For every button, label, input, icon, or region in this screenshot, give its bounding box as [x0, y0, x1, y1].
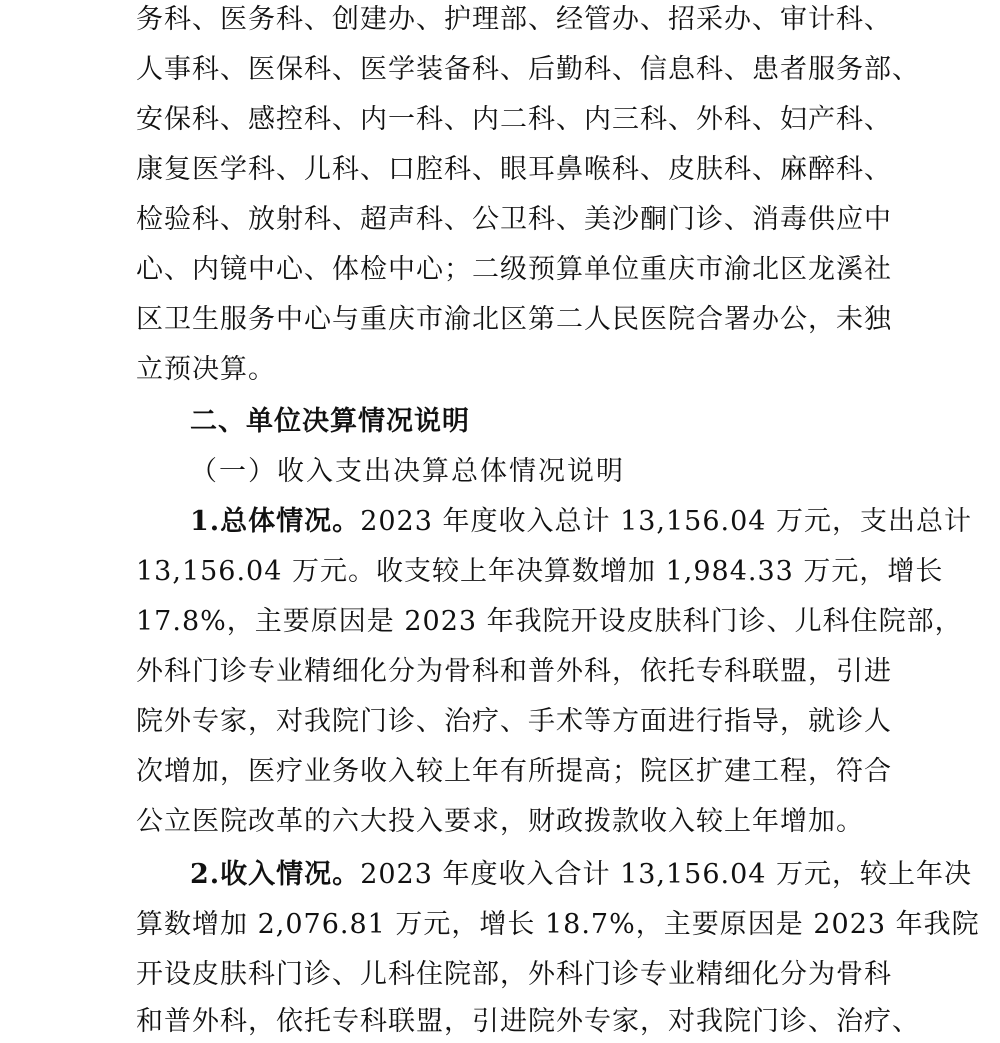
body-text-line: 外科门诊专业精细化分为骨科和普外科，依托专科联盟，引进 [136, 656, 892, 687]
paragraph-first-line [190, 855, 973, 895]
paragraph-first-line [190, 502, 973, 542]
body-text-line: 院外专家，对我院门诊、治疗、手术等方面进行指导，就诊人 [136, 706, 892, 737]
paragraph-text: 2023 年度收入总计 13,156.04 万元，支出总计 [360, 506, 973, 537]
sub-heading: （一）收入支出决算总体情况说明 [190, 456, 625, 487]
paragraph-lead: 2.收入情况。 [190, 859, 361, 890]
body-text-line: 算数增加 2,076.81 万元，增长 18.7%，主要原因是 2023 年我院 [136, 909, 980, 940]
body-text-line: 安保科、感控科、内一科、内二科、内三科、外科、妇产科、 [136, 104, 892, 135]
body-text-line: 开设皮肤科门诊、儿科住院部，外科门诊专业精细化分为骨科 [136, 959, 892, 990]
body-text-line: 康复医学科、儿科、口腔科、眼耳鼻喉科、皮肤科、麻醉科、 [136, 154, 892, 185]
paragraph-text: 2023 年度收入合计 13,156.04 万元，较上年决 [360, 859, 973, 890]
body-text-line: 13,156.04 万元。收支较上年决算数增加 1,984.33 万元，增长 [136, 556, 944, 587]
body-text-line: 区卫生服务中心与重庆市渝北区第二人民医院合署办公，未独 [136, 304, 892, 335]
body-text-line: 公立医院改革的六大投入要求，财政拨款收入较上年增加。 [136, 806, 864, 837]
body-text-line: 检验科、放射科、超声科、公卫科、美沙酮门诊、消毒供应中 [136, 204, 892, 235]
body-text-line: 17.8%，主要原因是 2023 年我院开设皮肤科门诊、儿科住院部， [136, 606, 963, 637]
body-text-line: 次增加，医疗业务收入较上年有所提高；院区扩建工程，符合 [136, 756, 892, 787]
section-heading: 二、单位决算情况说明 [190, 406, 470, 437]
body-text-line: 心、内镜中心、体检中心；二级预算单位重庆市渝北区龙溪社 [136, 254, 892, 285]
paragraph-lead: 1.总体情况。 [190, 506, 361, 537]
body-text-line: 人事科、医保科、医学装备科、后勤科、信息科、患者服务部、 [136, 54, 920, 85]
body-text-line: 立预决算。 [136, 354, 276, 385]
body-text-line: 和普外科，依托专科联盟，引进院外专家，对我院门诊、治疗、 [136, 1006, 920, 1037]
body-text-line: 务科、医务科、创建办、护理部、经管办、招采办、审计科、 [136, 4, 892, 35]
